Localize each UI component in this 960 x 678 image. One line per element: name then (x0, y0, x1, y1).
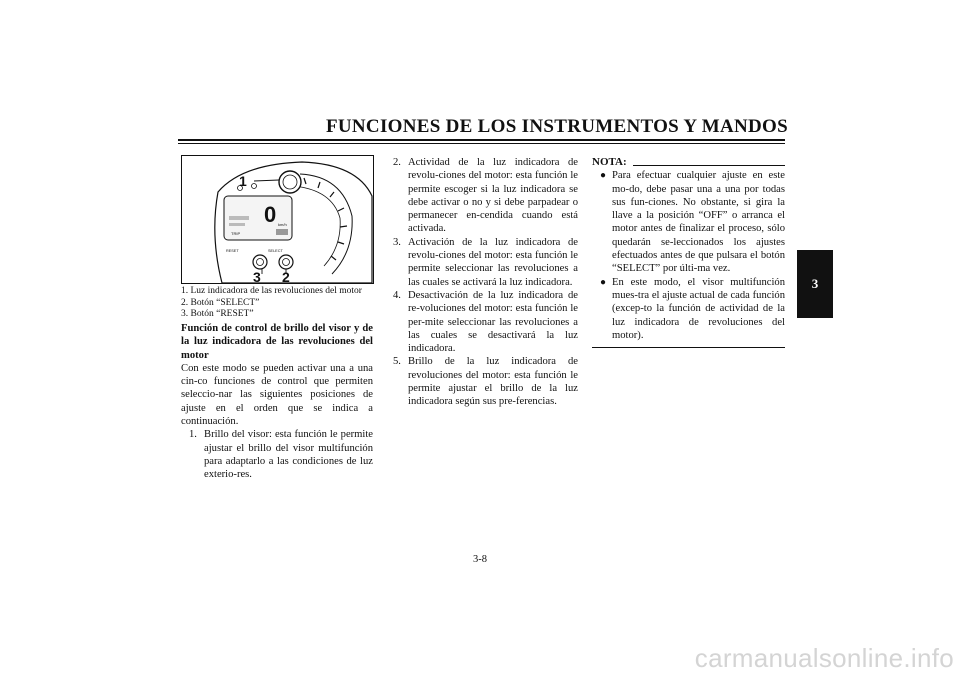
list-item-number: 4. (393, 289, 401, 301)
nota-bullet-text: En este modo, el visor multifunción mues-tra el ajuste actual de cada función (excep-to la función de actividad de la luz indicadora de revoluciones del motor). (612, 276, 785, 341)
callout-2: 2 (282, 269, 290, 283)
trip-label: TRIP (231, 231, 241, 236)
reset-label: RESET (226, 249, 239, 253)
speed-unit: km/h (278, 222, 287, 227)
nota-box (592, 156, 785, 348)
list-item-text: Desactivación de la luz indicadora de re-voluciones del motor: esta función le per-mite seleccionar las revoluciones a las cuales se desactivará la luz indicadora. (408, 289, 578, 355)
section-intro: Con este modo se pueden activar una a una cin-co funciones de control que permiten seleccio-nar las siguientes posiciones de ajuste en el orden que se indica a continuación. (181, 362, 373, 428)
list-item-number: 3. (393, 236, 401, 248)
page-number: 3-8 (473, 554, 487, 565)
shift-light (279, 171, 301, 193)
caption-3: 3. Botón “RESET” (181, 309, 254, 319)
list-item (385, 355, 578, 408)
list-item (181, 428, 373, 481)
nota-bullet-item (592, 169, 785, 275)
list-item-number: 2. (393, 157, 401, 168)
callout-1: 1 (239, 173, 247, 189)
bullet-icon: ● (600, 276, 607, 288)
figure-captions (181, 286, 381, 321)
list-item-text: Brillo del visor: esta función le permite ajustar el brillo del visor multifunción para adaptarlo a las condiciones de luz exterio-res. (204, 429, 373, 481)
section-heading: Función de control de brillo del visor y de la luz indicadora de las revoluciones del motor (181, 323, 373, 361)
list-item-text: Activación de la luz indicadora de revolu-ciones del motor: esta función le permite seleccionar las revoluciones a las cuales se activará la luz indicadora. (408, 236, 578, 288)
list-item (385, 289, 578, 355)
chapter-tab: 3 (797, 250, 833, 318)
column-left (181, 322, 373, 482)
nota-heading (592, 156, 785, 169)
callout-3: 3 (253, 269, 261, 283)
page-title: FUNCIONES DE LOS INSTRUMENTOS Y MANDOS (325, 116, 788, 137)
column-middle (385, 156, 578, 409)
bullet-icon: ● (600, 170, 607, 182)
nota-bullet-item (592, 276, 785, 342)
reset-button (253, 255, 267, 269)
list-item-text: Actividad de la luz indicadora de revolu-ciones del motor: esta función le permite escoger si la luz indicadora se debe activar o no y si debe parpadear o permanecer en-cendida cuando está activada. (408, 157, 578, 235)
select-button (279, 255, 293, 269)
nota-rule (633, 165, 785, 166)
caption-1: 1. Luz indicadora de las revoluciones del motor (181, 286, 362, 296)
nota-label: NOTA: (592, 156, 627, 168)
header-rule-thin (178, 143, 785, 144)
list-item (385, 156, 578, 236)
instrument-panel-drawing (182, 156, 373, 283)
list-item-text: Brillo de la luz indicadora de revoluciones del motor: esta función le permite ajustar el brillo de la luz indicadora según sus pre-ferencias. (408, 356, 578, 408)
list-item-number: 5. (393, 356, 401, 368)
header-rule (178, 139, 785, 141)
list-item (385, 236, 578, 289)
nota-bullet-text: Para efectuar cualquier ajuste en este mo-do, debe pasar una a una por todas sus fun-ciones. No obstante, si gira la llave a la posición “OFF” o arranca el motor antes de finalizar el proceso, sólo quedarán se-leccionados los ajustes efectuados antes de que pulsara el botón “SELECT” por últi-ma vez. (612, 170, 785, 275)
nota-end-rule (592, 347, 785, 348)
select-label: SELECT (268, 249, 283, 253)
watermark: carmanualsonline.info (694, 643, 954, 673)
list-item-number: 1. (189, 429, 197, 441)
instrument-panel-figure (181, 155, 374, 284)
gear-digit: 0 (264, 202, 277, 227)
caption-2: 2. Botón “SELECT” (181, 297, 260, 308)
